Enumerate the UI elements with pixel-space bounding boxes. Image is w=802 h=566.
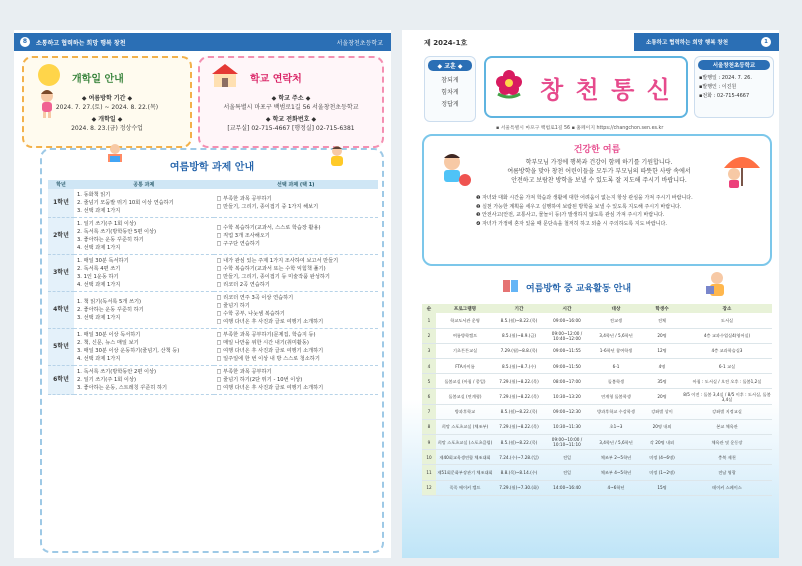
- newsletter-title: 창 천 통 신: [540, 76, 672, 104]
- act-header-no: 순: [422, 304, 436, 313]
- grade-cell: 4학년: [48, 292, 74, 329]
- activity-cell: 09:00~11:50: [544, 359, 590, 374]
- contact-card: [198, 56, 384, 148]
- homework-table: [48, 180, 378, 395]
- act-header-time: 시간: [544, 304, 590, 313]
- homework-card: [40, 148, 384, 553]
- optional-tasks-cell: [214, 189, 378, 218]
- homework-header-grade: 학년: [48, 180, 74, 189]
- activity-cell: 8.8.(목)~8.14.(수): [494, 465, 544, 480]
- optional-task: □ 수학 공부, 나눗셈 복습하기: [216, 311, 285, 317]
- common-task: 1. 독서록 쓰기(방학동안 2편 이상): [77, 369, 157, 375]
- kid-with-book-icon: [702, 270, 732, 298]
- homework-header-common: 공통 과제: [74, 180, 214, 189]
- grade-cell: 5학년: [48, 329, 74, 366]
- common-task: 1. 매일 30분 이상 독서하기: [77, 332, 141, 338]
- activity-cell: 7.29.(월)~8.8.(목): [494, 343, 544, 358]
- activity-cell: 2: [422, 328, 436, 343]
- common-task: 3. 좋아하는 운동, 스트레칭 꾸준히 하기: [77, 385, 168, 391]
- publish-date: ▪발행일 : 2024. 7. 26.: [699, 75, 752, 81]
- act-header-program: 프로그램명: [436, 304, 494, 313]
- table-row: [422, 480, 772, 495]
- activity-cell: 09:00~12:00 / 10:40~12:00: [544, 328, 590, 343]
- activity-cell: 도서실: [682, 313, 772, 328]
- activity-cell: 3,4학년 / 5,6학년: [590, 328, 642, 343]
- table-row: [422, 343, 772, 358]
- activities-table: [422, 304, 772, 496]
- optional-task: □ 줄넘기 하기: [216, 303, 250, 309]
- motto-title: ◆ 교훈 ◆: [428, 60, 472, 71]
- publisher-box: [694, 56, 774, 118]
- activity-cell: 강좌별 상이: [642, 404, 682, 419]
- activity-cell: 4명: [642, 359, 682, 374]
- school-phone: [교무실] 02-715-4667 [행정실] 02-715-6381: [227, 125, 355, 132]
- common-tasks-cell: [74, 255, 214, 292]
- common-task: 2. 줄넘기 모둠발 뛰기 10회 이상 연습하기: [77, 200, 174, 206]
- activity-cell: 8.5.(월)~8.7.(수): [494, 359, 544, 374]
- table-row: [422, 359, 772, 374]
- title-box: [484, 56, 688, 118]
- common-task: 3. 선택 과제 1가지: [77, 315, 121, 321]
- activity-cell: 09:00~10:00 / 10:10~11:10: [544, 435, 590, 450]
- beach-boy-icon: [432, 150, 472, 192]
- table-row: [422, 328, 772, 343]
- common-task: 4. 선택 과제 1가지: [77, 356, 121, 362]
- optional-task: □ 내가 관심 있는 주제 1가지 조사하여 보고서 만들기: [216, 258, 339, 264]
- health-intro-2: 여름방학을 맞아 창천 어린이들을 모두가 부모님의 따뜻한 사랑 속에서: [507, 168, 691, 175]
- table-row: [422, 404, 772, 419]
- health-tips: [476, 194, 736, 228]
- activities-title: 여름방학 중 교육활동 안내: [526, 284, 632, 294]
- health-tip: ❶ 자녀와 대화 시간을 가져 학습과 생활에 대한 어려움이 없는지 항상 관심을 가져 주시기 바랍니다.: [476, 195, 693, 201]
- activity-cell: 초1~3: [590, 419, 642, 434]
- activity-cell: 제51회문화부장관기 체조대회: [436, 465, 494, 480]
- optional-task: □ 매일 나만을 위한 시간 내기(취미활동): [216, 340, 309, 346]
- activity-cell: 20명 내외: [642, 419, 682, 434]
- school-address: 서울특별시 마포구 백범로1길 56 서울창천초등학교: [223, 104, 359, 111]
- activity-cell: 돌봄교실 (아침 / 종일): [436, 374, 494, 389]
- grade-cell: 2학년: [48, 218, 74, 255]
- activity-cell: 6-1: [590, 359, 642, 374]
- health-tip: ❹ 자녀가 가정에 혼자 있을 때 문단속을 철저히 하고 외출 시 주의하도록 지도 바랍니다.: [476, 220, 667, 227]
- activity-cell: 돌봄교실 (연계형): [436, 389, 494, 404]
- common-task: 4. 선택 과제 1가지: [77, 245, 121, 251]
- right-slogan-bar: [634, 33, 779, 51]
- activity-cell: 희망 스포츠교실 (스포츠클럽): [436, 435, 494, 450]
- vacation-label: ◆ 여름방학 기간 ◆: [81, 95, 133, 102]
- phone-label: ◆ 학교 전화번호 ◆: [265, 116, 317, 123]
- activity-cell: 09:00~11:55: [544, 343, 590, 358]
- issue-number: 제 2024-1호: [424, 39, 468, 47]
- table-row: [422, 374, 772, 389]
- activity-cell: 35명: [642, 374, 682, 389]
- health-intro-3: 안전하고 보람찬 방학을 보낼 수 있도록 잘 지도해 주시기 바랍니다.: [511, 177, 687, 184]
- sun-icon: [38, 64, 60, 86]
- table-row: [422, 450, 772, 465]
- common-task: 1. 매일 30분 독서하기: [77, 258, 129, 264]
- optional-tasks-cell: [214, 218, 378, 255]
- opening-title: 개학일 안내: [72, 74, 124, 85]
- common-task: 3. 매일 30분 이상 운동하기(줄넘기, 산책 등): [77, 348, 180, 354]
- activity-cell: 희망 스포츠교실 (체조부): [436, 419, 494, 434]
- optional-task: □ 여행 다녀온 후 사진과 글로 여행기 소개하기: [216, 319, 324, 325]
- activity-cell: 미정 (1~2명): [642, 465, 682, 480]
- common-task: 2. 독서록 쓰기(방학동안 5편 이상): [77, 229, 157, 235]
- common-tasks-cell: [74, 292, 214, 329]
- activity-cell: 12명: [642, 343, 682, 358]
- activity-cell: 10:30~11:30: [544, 419, 590, 434]
- table-row: [422, 419, 772, 434]
- left-page: [14, 30, 391, 558]
- left-slogan: 소통하고 협력하는 희망 행복 창천: [36, 40, 126, 47]
- activity-cell: 전남 영광: [682, 465, 772, 480]
- optional-tasks-cell: [214, 292, 378, 329]
- optional-tasks-cell: [214, 329, 378, 366]
- act-header-count: 학생수: [642, 304, 682, 313]
- table-row: [422, 435, 772, 450]
- activity-cell: 7: [422, 404, 436, 419]
- common-task: 1. 동화책 읽기: [77, 192, 111, 198]
- activity-cell: 각 20명 내외: [642, 435, 682, 450]
- table-row: [48, 189, 378, 218]
- table-row: [48, 255, 378, 292]
- activity-cell: 10:30~13:20: [544, 389, 590, 404]
- right-slogan: 소통하고 협력하는 희망 행복 창천: [646, 40, 729, 46]
- optional-task: □ 구구단 연습하기: [216, 241, 260, 247]
- act-header-target: 대상: [590, 304, 642, 313]
- health-card: [422, 134, 772, 266]
- activity-cell: 4층 교과수업실4(영어실): [682, 328, 772, 343]
- activity-cell: 6: [422, 389, 436, 404]
- activity-cell: 테이커 스페이스: [682, 480, 772, 495]
- activity-cell: 전교생: [590, 313, 642, 328]
- common-task: 3. 선택 과제 1가지: [77, 208, 121, 214]
- activity-cell: 15명: [642, 480, 682, 495]
- address-line: ▪ 서울특별시 마포구 백범로1길 56 ▪ 홈페이지 https://changchon.sen.es.kr: [496, 126, 664, 131]
- vacation-dates: 2024. 7. 27.(토) ~ 2024. 8. 22.(목): [55, 104, 159, 111]
- activity-cell: 강좌별 지정교실: [682, 404, 772, 419]
- activity-cell: 7.29.(월)~7.30.(화): [494, 480, 544, 495]
- optional-task: □ 일주일에 한 번 이상 내 방 스스로 청소하기: [216, 356, 320, 362]
- opening-date: 2024. 8. 23.(금) 정상수업: [71, 125, 143, 132]
- activity-cell: 9: [422, 435, 436, 450]
- common-task: 2. 일기 쓰기(주 1회 이상): [77, 377, 136, 383]
- grade-cell: 3학년: [48, 255, 74, 292]
- homework-title: 여름방학 과제 안내: [169, 162, 255, 173]
- common-tasks-cell: [74, 329, 214, 366]
- activity-cell: 8.5.(월)~8.22.(목): [494, 404, 544, 419]
- activity-cell: 8: [422, 419, 436, 434]
- optional-task: □ 부족한 과목 공부하기(문제집, 학습지 등): [216, 332, 316, 338]
- activity-cell: 연계형 돌봄학생: [590, 389, 642, 404]
- opening-card: [22, 56, 192, 148]
- address-label: ◆ 학교 주소 ◆: [271, 95, 311, 102]
- table-row: [422, 389, 772, 404]
- activity-cell: 체조부 4~5학년: [590, 465, 642, 480]
- table-row: [48, 218, 378, 255]
- motto-2: 힘차게: [441, 89, 459, 96]
- opening-label: ◆ 개학일 ◆: [91, 116, 123, 123]
- activity-cell: 7.24.(수)~7.28.(일): [494, 450, 544, 465]
- activity-cell: 4층 교과학습실3: [682, 343, 772, 358]
- optional-task: □ 수학 복습하기(교과서 또는 수학 익힘책 풀기): [216, 266, 326, 272]
- activity-cell: 7.29.(월)~8.22.(목): [494, 389, 544, 404]
- left-header-bar: [14, 33, 391, 51]
- table-row: [48, 366, 378, 395]
- common-task: 2. 책, 신문, 뉴스 매일 보기: [77, 340, 139, 346]
- activity-cell: FTA자이름: [436, 359, 494, 374]
- optional-task: □ 부족한 과목 공부하기: [216, 196, 272, 202]
- motto-1: 참되게: [441, 77, 459, 84]
- activity-cell: 8/5 이전 : 돌봄 3,4실 / 8/5 이후 : 도서실, 돌봄 3,4실: [682, 389, 772, 404]
- activity-cell: 방과후학교 수강학생: [590, 404, 642, 419]
- common-task: 4. 선택 과제 1가지: [77, 282, 121, 288]
- activity-cell: 전일: [544, 450, 590, 465]
- activity-cell: 7.29.(월)~8.22.(목): [494, 374, 544, 389]
- activity-cell: 4: [422, 359, 436, 374]
- activity-cell: 3: [422, 343, 436, 358]
- health-tip: ❷ 실천 가능한 계획을 세우고 실행하여 보람된 방학을 보낼 수 있도록 지도해 주시기 바랍니다.: [476, 203, 682, 210]
- activity-cell: 14:00~16:40: [544, 480, 590, 495]
- optional-task: □ 만들기, 그리기, 종이접기 중 1가지 해보기: [216, 204, 319, 210]
- common-task: 2. 좋아하는 운동 꾸준히 하기: [77, 307, 144, 313]
- activity-cell: 8.5.(월)~8.9.(금): [494, 328, 544, 343]
- table-row: [422, 465, 772, 480]
- school-building-icon: [210, 62, 240, 88]
- common-tasks-cell: [74, 218, 214, 255]
- act-header-period: 기간: [494, 304, 544, 313]
- common-task: 1. 일기 쓰기(주 1회 이상): [77, 221, 136, 227]
- activity-cell: 5: [422, 374, 436, 389]
- homework-header-optional: 선택 과제 (택 1): [214, 180, 378, 189]
- table-row: [48, 292, 378, 329]
- common-task: 1. 책 읽기(독서록 5개 쓰기): [77, 299, 141, 305]
- books-icon: [502, 278, 520, 294]
- activity-cell: 방과후학교: [436, 404, 494, 419]
- activity-cell: 8.5.(월)~8.22.(목): [494, 435, 544, 450]
- optional-tasks-cell: [214, 255, 378, 292]
- common-task: 3. 좋아하는 운동 꾸준히 하기: [77, 237, 144, 243]
- activity-cell: 미정 (4~6명): [642, 450, 682, 465]
- publisher-name: ▪발행인 : 이진원: [699, 84, 737, 90]
- activity-cell: 6-1 교실: [682, 359, 772, 374]
- activity-cell: 1: [422, 313, 436, 328]
- optional-task: □ 만들기, 그리기, 종이접기 등 미술작품 완성하기: [216, 274, 330, 280]
- activity-cell: 09:00~16:00: [544, 313, 590, 328]
- activity-cell: 7.29.(월)~8.22.(목): [494, 419, 544, 434]
- optional-task: □ 리코더 연주 3곡 이상 연습하기: [216, 295, 294, 301]
- left-school-name: 서울창천초등학교: [336, 40, 383, 47]
- activity-cell: 12: [422, 480, 436, 495]
- table-row: [48, 329, 378, 366]
- grade-cell: 1학년: [48, 189, 74, 218]
- health-tip: ❸ 안전사고(안전, 교통사고, 물놀이 등)가 발생하지 않도록 관심 가져 주시기 바랍니다.: [476, 212, 665, 218]
- right-page-number: 1: [761, 37, 771, 47]
- activity-cell: 돌봄학생: [590, 374, 642, 389]
- optional-tasks-cell: [214, 366, 378, 395]
- publisher-phone: ▪전화 : 02-715-4667: [699, 93, 750, 99]
- publisher-title: 서울창천초등학교: [698, 60, 770, 70]
- school-emblem-icon: [492, 66, 526, 100]
- activity-cell: 체육관 및 운동장: [682, 435, 772, 450]
- activity-cell: 4~6학년: [590, 480, 642, 495]
- activity-cell: 제40회교육생연합 체조대회: [436, 450, 494, 465]
- optional-task: □ 줄넘기 하기(2단 뛰기 - 10번 이상): [216, 377, 303, 383]
- optional-task: □ 수학 복습하기(교과서, 스스로 학습장 활용): [216, 225, 321, 231]
- activity-cell: 학교도서관 운영: [436, 313, 494, 328]
- motto-3: 정답게: [441, 101, 459, 108]
- activity-cell: 기초튼튼교실: [436, 343, 494, 358]
- activity-cell: 20명: [642, 328, 682, 343]
- optional-task: □ 여행 다녀온 후 사진과 글로 여행기 소개하기: [216, 385, 324, 391]
- activity-cell: 8.5.(월)~8.22.(목): [494, 313, 544, 328]
- optional-task: □ 여행 다녀온 후 사진과 글로 여행기 소개하기: [216, 348, 324, 354]
- motto-box: [424, 56, 476, 122]
- grade-cell: 6학년: [48, 366, 74, 395]
- activity-cell: 체조부 2~5학년: [590, 450, 642, 465]
- common-task: 3. 1인 1운동 하기: [77, 274, 119, 280]
- optional-task: □ 부족한 과목 공부하기: [216, 369, 272, 375]
- activity-cell: 본교 체육관: [682, 419, 772, 434]
- activity-cell: 09:00~12:30: [544, 404, 590, 419]
- activity-cell: 꼭꼭 에이커 캠프: [436, 480, 494, 495]
- activity-cell: 08:00~17:00: [544, 374, 590, 389]
- right-page: [402, 30, 779, 558]
- common-tasks-cell: [74, 189, 214, 218]
- contact-title: 학교 연락처: [250, 74, 302, 85]
- activity-cell: 전일: [544, 465, 590, 480]
- activity-cell: 20명: [642, 389, 682, 404]
- health-title: 건강한 여름: [573, 145, 621, 155]
- common-task: 2. 독서록 4편 쓰기: [77, 266, 121, 272]
- girl-icon: [326, 144, 348, 168]
- activity-cell: 충북 제천: [682, 450, 772, 465]
- activity-cell: 여름방학캠프: [436, 328, 494, 343]
- activity-cell: 11: [422, 465, 436, 480]
- common-tasks-cell: [74, 366, 214, 395]
- left-page-number: 8: [20, 37, 30, 47]
- activity-cell: 전체: [642, 313, 682, 328]
- table-row: [422, 313, 772, 328]
- activity-cell: 10: [422, 450, 436, 465]
- optional-task: □ 직업 3개 조사해오기: [216, 233, 270, 239]
- act-header-place: 장소: [682, 304, 772, 313]
- activity-cell: 1-6학년 참여학생: [590, 343, 642, 358]
- optional-task: □ 리코더 2곡 연습하기: [216, 282, 270, 288]
- activity-cell: 아침 : 도서실 / 오전 오후 : 돌봄1,2실: [682, 374, 772, 389]
- activity-cell: 3,4학년 / 5,6학년: [590, 435, 642, 450]
- health-intro-1: 학부모님 가정에 행복과 건강이 함께 하기를 기원합니다.: [525, 159, 673, 166]
